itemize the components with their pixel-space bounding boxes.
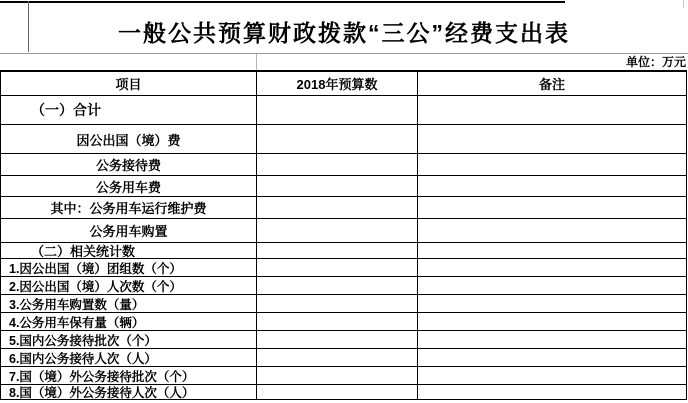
budget-cell[interactable] <box>257 349 418 366</box>
note-cell[interactable] <box>418 243 686 258</box>
budget-cell[interactable] <box>257 125 418 153</box>
row-label-cell[interactable]: 公务接待费 <box>1 154 257 175</box>
note-cell[interactable] <box>418 125 686 153</box>
note-cell[interactable] <box>418 349 686 366</box>
note-cell[interactable] <box>418 154 686 175</box>
budget-cell[interactable] <box>257 385 418 399</box>
title-cell <box>0 0 688 54</box>
note-cell[interactable] <box>418 367 686 384</box>
row-label-cell[interactable]: 1.因公出国（境）团组数（个） <box>1 259 257 276</box>
unit-label: 单位：万元 <box>625 55 686 69</box>
table-row <box>1 96 686 125</box>
budget-cell[interactable] <box>257 367 418 384</box>
budget-cell[interactable] <box>257 176 418 196</box>
budget-cell[interactable] <box>257 295 418 312</box>
table-row <box>1 219 686 243</box>
note-cell[interactable] <box>418 277 686 294</box>
note-cell[interactable] <box>418 219 686 242</box>
row-label-cell[interactable]: 2.因公出国（境）人次数（个） <box>1 277 257 294</box>
budget-cell[interactable] <box>257 243 418 258</box>
budget-cell[interactable] <box>257 96 418 124</box>
note-cell[interactable] <box>418 176 686 196</box>
row-label-cell[interactable]: 公务用车购置 <box>1 219 257 242</box>
table-row <box>1 154 686 176</box>
gridline-vertical <box>256 54 257 70</box>
table-row <box>1 385 686 400</box>
gridline-tick-right <box>683 0 684 8</box>
row-label-cell[interactable]: 因公出国（境）费 <box>1 125 257 153</box>
table-row <box>1 331 686 349</box>
note-cell[interactable] <box>418 295 686 312</box>
table-header-row <box>1 72 686 96</box>
row-label-cell[interactable]: 公务用车费 <box>1 176 257 196</box>
unit-row <box>0 54 688 70</box>
table-row <box>1 125 686 154</box>
row-label-cell[interactable]: （二）相关统计数 <box>1 243 257 258</box>
table-row <box>1 313 686 331</box>
budget-cell[interactable] <box>257 313 418 330</box>
note-cell[interactable] <box>418 96 686 124</box>
table-row <box>1 349 686 367</box>
row-label-cell[interactable]: 5.国内公务接待批次（个） <box>1 331 257 348</box>
gridline-tick-left <box>28 1 29 52</box>
row-label-cell[interactable]: 7.国（境）外公务接待批次（个） <box>1 367 257 384</box>
header-budget-2018: 2018年预算数 <box>257 72 418 95</box>
title-top-border <box>0 1 565 3</box>
header-note: 备注 <box>538 77 565 92</box>
budget-table <box>0 70 687 400</box>
budget-cell[interactable] <box>257 331 418 348</box>
row-label-cell[interactable]: （一）合计 <box>1 96 257 124</box>
table-row <box>1 259 686 277</box>
budget-cell[interactable] <box>257 259 418 276</box>
note-cell[interactable] <box>418 331 686 348</box>
note-cell[interactable] <box>418 259 686 276</box>
budget-cell[interactable] <box>257 219 418 242</box>
note-cell[interactable] <box>418 197 686 218</box>
table-row <box>1 176 686 197</box>
table-row <box>1 277 686 295</box>
table-row <box>1 197 686 219</box>
table-row <box>1 243 686 259</box>
note-cell[interactable] <box>418 385 686 399</box>
page-title: 一般公共预算财政拨款“三公”经费支出表 <box>118 20 570 46</box>
row-label-cell[interactable]: 其中：公务用车运行维护费 <box>1 197 257 218</box>
table-row <box>1 367 686 385</box>
budget-cell[interactable] <box>257 197 418 218</box>
row-label-cell[interactable]: 6.国内公务接待人次（人） <box>1 349 257 366</box>
table-row <box>1 295 686 313</box>
budget-cell[interactable] <box>257 277 418 294</box>
row-label-cell[interactable]: 8.国（境）外公务接待人次（人） <box>1 385 257 399</box>
note-cell[interactable] <box>418 313 686 330</box>
header-item: 项目 <box>1 72 257 95</box>
row-label-cell[interactable]: 4.公务用车保有量（辆） <box>1 313 257 330</box>
budget-cell[interactable] <box>257 154 418 175</box>
row-label-cell[interactable]: 3.公务用车购置数（量） <box>1 295 257 312</box>
